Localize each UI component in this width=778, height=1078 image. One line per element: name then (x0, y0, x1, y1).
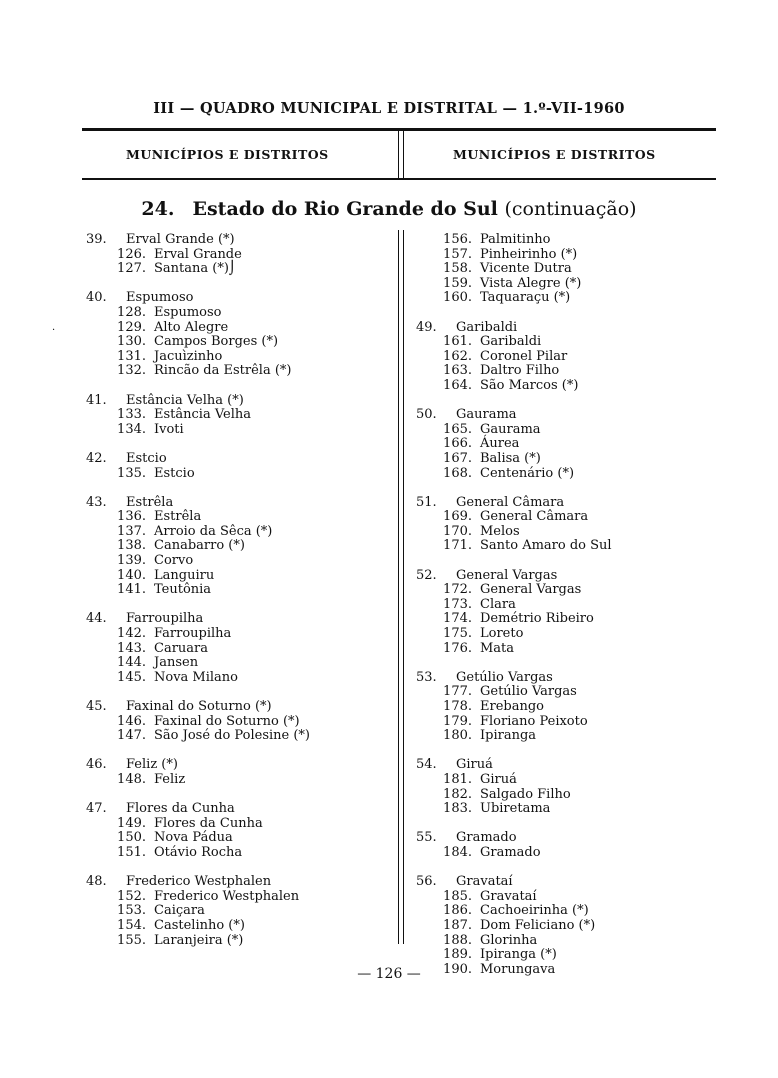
district-row (416, 510, 716, 525)
right-column (416, 233, 716, 977)
municipality-number: 44. (86, 611, 107, 627)
district-name: Cachoeirinha (*) (480, 903, 589, 919)
district-number: 173. (443, 596, 472, 612)
district-name: Vicente Dutra (480, 261, 572, 277)
district-row (86, 467, 396, 482)
district-number: 153. (117, 903, 146, 919)
district-number: 163. (443, 363, 472, 379)
district-name: Giruá (480, 771, 517, 787)
district-number: 144. (117, 655, 146, 671)
district-name: Castelinho (*) (154, 917, 245, 933)
municipality-row (416, 321, 716, 336)
spacer (86, 277, 396, 292)
district-name: Farroupilha (154, 626, 232, 642)
section-continuation: (continuação) (504, 198, 637, 220)
district-row (86, 423, 396, 438)
district-row (416, 467, 716, 482)
district-number: 179. (443, 713, 472, 729)
spacer (416, 554, 716, 569)
district-name: Getúlio Vargas (480, 684, 577, 700)
district-name: São Marcos (*) (480, 377, 579, 393)
district-number: 148. (117, 771, 146, 787)
district-row (86, 350, 396, 365)
spacer (416, 656, 716, 671)
municipality-row (416, 408, 716, 423)
district-number: 178. (443, 699, 472, 714)
municipality-row (86, 394, 396, 409)
margin-mark: · (52, 325, 56, 336)
district-number: 149. (117, 815, 146, 831)
district-row (416, 539, 716, 554)
district-name: Vista Alegre (*) (480, 275, 582, 291)
municipality-name: Giruá (456, 757, 493, 773)
district-row (86, 919, 396, 934)
district-name: Daltro Filho (480, 363, 560, 379)
district-number: 128. (117, 304, 146, 320)
municipality-number: 39. (86, 232, 107, 247)
municipality-number: 45. (86, 699, 107, 714)
spacer (416, 306, 716, 321)
municipality-name: General Câmara (456, 494, 565, 510)
district-row (86, 335, 396, 350)
district-name: Frederico Westphalen (154, 888, 300, 904)
municipality-name: Espumoso (126, 290, 194, 306)
spacer (86, 437, 396, 452)
section-state: Estado do Rio Grande do Sul (192, 198, 498, 220)
municipality-number: 46. (86, 757, 107, 773)
district-name: Feliz (154, 771, 186, 787)
municipality-row (86, 233, 396, 248)
district-name: Rincão da Estrêla (*) (154, 363, 292, 379)
section-number: 24. (141, 198, 175, 220)
district-name: Floriano Peixoto (480, 713, 588, 729)
district-name: Garibaldi (480, 334, 542, 350)
municipality-row (416, 496, 716, 511)
spacer (416, 861, 716, 876)
district-row (86, 627, 396, 642)
district-row (416, 291, 716, 306)
municipality-row (86, 496, 396, 511)
district-number: 160. (443, 290, 472, 306)
district-row (86, 773, 396, 788)
spacer (86, 598, 396, 613)
district-number: 189. (443, 947, 472, 963)
district-name: Erval Grande (154, 246, 242, 262)
spacer (86, 788, 396, 803)
district-number: 138. (117, 538, 146, 554)
district-number: 133. (117, 407, 146, 423)
municipality-row (416, 758, 716, 773)
district-row (416, 452, 716, 467)
district-number: 135. (117, 465, 146, 481)
district-row (416, 612, 716, 627)
district-number: 134. (117, 421, 146, 437)
district-row (416, 700, 716, 715)
district-row (416, 248, 716, 263)
district-name: Ivoti (154, 421, 184, 437)
district-row (416, 773, 716, 788)
district-name: Demétrio Ribeiro (480, 611, 594, 627)
district-row (86, 890, 396, 905)
district-name: General Vargas (480, 582, 582, 598)
district-name: Nova Milano (154, 669, 239, 685)
district-row (416, 335, 716, 350)
district-name: Gravataí (480, 888, 537, 904)
district-number: 152. (117, 888, 146, 904)
district-row (86, 569, 396, 584)
district-number: 151. (117, 844, 146, 860)
district-row (416, 437, 716, 452)
spacer (416, 481, 716, 496)
district-row (86, 306, 396, 321)
district-row (416, 685, 716, 700)
column-divider (398, 230, 404, 944)
district-name: Ipiranga (480, 728, 537, 744)
district-number: 164. (443, 377, 472, 393)
municipality-row (416, 831, 716, 846)
district-row (416, 934, 716, 949)
district-row (86, 408, 396, 423)
district-number: 147. (117, 728, 146, 744)
spacer (416, 817, 716, 832)
district-row (416, 642, 716, 657)
district-number: 181. (443, 771, 472, 787)
district-name: Centenário (*) (480, 465, 575, 481)
district-number: 176. (443, 640, 472, 656)
municipality-name: Getúlio Vargas (456, 669, 553, 685)
district-row (86, 846, 396, 861)
district-number: 175. (443, 626, 472, 642)
municipality-row (86, 291, 396, 306)
district-row (416, 627, 716, 642)
district-name: Caruara (154, 640, 208, 656)
district-name: Laranjeira (*) (154, 932, 244, 948)
district-name: Loreto (480, 626, 524, 642)
district-number: 129. (117, 319, 146, 335)
district-name: Languiru (154, 567, 215, 583)
district-row (416, 350, 716, 365)
municipality-name: Frederico Westphalen (126, 874, 272, 890)
district-row (86, 831, 396, 846)
district-row (416, 583, 716, 598)
municipality-name: Erval Grande (*) (126, 232, 235, 247)
district-number: 171. (443, 538, 472, 554)
spacer (86, 481, 396, 496)
district-number: 184. (443, 844, 472, 860)
district-row (416, 262, 716, 277)
district-row (416, 598, 716, 613)
district-name: Corvo (154, 553, 194, 569)
municipality-number: 54. (416, 757, 437, 773)
municipality-row (416, 875, 716, 890)
municipality-row (86, 452, 396, 467)
district-row (86, 583, 396, 598)
municipality-number: 48. (86, 874, 107, 890)
district-number: 145. (117, 669, 146, 685)
district-row (416, 525, 716, 540)
district-number: 130. (117, 334, 146, 350)
district-row (86, 510, 396, 525)
district-number: 182. (443, 786, 472, 802)
district-row (416, 846, 716, 861)
district-name: Santana (*)⌡ (154, 261, 236, 277)
district-number: 174. (443, 611, 472, 627)
column-header-left: MUNICÍPIOS E DISTRITOS (126, 147, 329, 162)
district-row (416, 715, 716, 730)
municipality-name: Gramado (456, 830, 517, 846)
district-number: 161. (443, 334, 472, 350)
district-number: 131. (117, 348, 146, 364)
district-name: Balisa (*) (480, 450, 541, 466)
district-number: 165. (443, 421, 472, 437)
municipality-number: 41. (86, 392, 107, 408)
column-header-rule (82, 178, 716, 180)
municipality-name: Garibaldi (456, 319, 518, 335)
district-name: Flores da Cunha (154, 815, 263, 831)
district-number: 141. (117, 582, 146, 598)
municipality-name: General Vargas (456, 567, 558, 583)
district-row (86, 554, 396, 569)
spacer (416, 744, 716, 759)
spacer (86, 744, 396, 759)
district-number: 156. (443, 232, 472, 247)
district-number: 155. (117, 932, 146, 948)
district-name: Melos (480, 523, 520, 539)
district-name: Estrêla (154, 509, 202, 525)
district-name: Mata (480, 640, 515, 656)
district-name: Dom Feliciano (*) (480, 917, 596, 933)
municipality-number: 51. (416, 494, 437, 510)
district-row (86, 248, 396, 263)
left-column (86, 233, 396, 948)
district-row (86, 539, 396, 554)
district-number: 154. (117, 917, 146, 933)
district-name: Jansen (154, 655, 199, 671)
section-title (0, 198, 778, 220)
district-name: Erebango (480, 699, 544, 714)
district-row (416, 277, 716, 292)
municipality-name: Feliz (*) (126, 757, 178, 773)
district-number: 126. (117, 246, 146, 262)
district-name: Santo Amaro do Sul (480, 538, 612, 554)
district-number: 150. (117, 830, 146, 846)
municipality-name: Flores da Cunha (126, 801, 235, 817)
district-row (416, 904, 716, 919)
district-name: Ubiretama (480, 801, 551, 817)
municipality-row (86, 758, 396, 773)
municipality-row (86, 802, 396, 817)
district-name: Clara (480, 596, 516, 612)
column-header-right: MUNICÍPIOS E DISTRITOS (453, 147, 656, 162)
district-row (86, 321, 396, 336)
municipality-number: 50. (416, 407, 437, 423)
district-number: 172. (443, 582, 472, 598)
municipality-number: 53. (416, 669, 437, 685)
municipality-number: 55. (416, 830, 437, 846)
column-divider-head (398, 130, 404, 178)
district-name: Otávio Rocha (154, 844, 243, 860)
district-name: Canabarro (*) (154, 538, 245, 554)
district-row (86, 729, 396, 744)
district-row (416, 364, 716, 379)
municipality-row (86, 700, 396, 715)
district-name: Gaurama (480, 421, 541, 437)
district-row (86, 642, 396, 657)
district-number: 183. (443, 801, 472, 817)
district-number: 146. (117, 713, 146, 729)
municipality-number: 56. (416, 874, 437, 890)
district-row (86, 262, 396, 277)
municipality-name: Gravataí (456, 874, 513, 890)
district-number: 142. (117, 626, 146, 642)
district-number: 170. (443, 523, 472, 539)
municipality-name: Farroupilha (126, 611, 204, 627)
municipality-name: Estância Velha (*) (126, 392, 244, 408)
district-number: 186. (443, 903, 472, 919)
district-name: Palmitinho (480, 232, 551, 247)
district-name: Áurea (480, 436, 520, 452)
page-number: — 126 — (357, 966, 421, 982)
district-name: Campos Borges (*) (154, 334, 279, 350)
district-number: 159. (443, 275, 472, 291)
district-row (86, 656, 396, 671)
municipality-name: Gaurama (456, 407, 517, 423)
district-name: Ipiranga (*) (480, 947, 557, 963)
district-row (416, 788, 716, 803)
district-number: 169. (443, 509, 472, 525)
district-number: 162. (443, 348, 472, 364)
district-name: Salgado Filho (480, 786, 571, 802)
district-name: Nova Pádua (154, 830, 233, 846)
district-name: Caiçara (154, 903, 205, 919)
district-number: 143. (117, 640, 146, 656)
district-row (86, 715, 396, 730)
municipality-number: 52. (416, 567, 437, 583)
spacer (86, 861, 396, 876)
municipality-number: 40. (86, 290, 107, 306)
district-number: 132. (117, 363, 146, 379)
district-name: General Câmara (480, 509, 589, 525)
municipality-number: 49. (416, 319, 437, 335)
district-number: 177. (443, 684, 472, 700)
municipality-row (416, 569, 716, 584)
spacer (416, 394, 716, 409)
district-row (86, 364, 396, 379)
district-row (416, 802, 716, 817)
district-number: 140. (117, 567, 146, 583)
district-name: Arroio da Sêca (*) (154, 523, 273, 539)
district-row (416, 729, 716, 744)
district-number: 158. (443, 261, 472, 277)
district-number: 187. (443, 917, 472, 933)
district-number: 190. (443, 961, 472, 977)
municipality-name: Estrêla (126, 494, 174, 510)
municipality-row (416, 671, 716, 686)
district-name: Alto Alegre (154, 319, 229, 335)
district-number: 139. (117, 553, 146, 569)
district-number: 137. (117, 523, 146, 539)
municipality-number: 42. (86, 450, 107, 466)
municipality-number: 47. (86, 801, 107, 817)
municipality-number: 43. (86, 494, 107, 510)
district-number: 188. (443, 932, 472, 948)
district-number: 166. (443, 436, 472, 452)
district-name: Glorinha (480, 932, 538, 948)
district-name: Taquaraçu (*) (480, 290, 571, 306)
district-name: Jacuìzinho (154, 348, 223, 364)
district-row (416, 948, 716, 963)
district-number: 127. (117, 261, 146, 277)
district-name: São José do Polesine (*) (154, 728, 310, 744)
district-row (86, 904, 396, 919)
district-row (86, 525, 396, 540)
district-name: Estância Velha (154, 407, 251, 423)
spacer (86, 685, 396, 700)
district-row (416, 379, 716, 394)
district-number: 185. (443, 888, 472, 904)
municipality-name: Faxinal do Soturno (*) (126, 699, 272, 714)
district-name: Pinheirinho (*) (480, 246, 578, 262)
district-row (416, 423, 716, 438)
district-number: 136. (117, 509, 146, 525)
district-number: 168. (443, 465, 472, 481)
district-row (86, 817, 396, 832)
district-number: 167. (443, 450, 472, 466)
spacer (86, 379, 396, 394)
district-name: Morungava (480, 961, 556, 977)
district-name: Estcio (154, 465, 195, 481)
district-row (86, 934, 396, 949)
district-name: Gramado (480, 844, 541, 860)
district-name: Coronel Pilar (480, 348, 568, 364)
municipality-row (86, 612, 396, 627)
district-number: 157. (443, 246, 472, 262)
district-row (416, 919, 716, 934)
municipality-row (86, 875, 396, 890)
page-header: III — QUADRO MUNICIPAL E DISTRITAL — 1.º-VII-1960 (153, 100, 625, 117)
district-name: Faxinal do Soturno (*) (154, 713, 300, 729)
district-row (86, 671, 396, 686)
municipality-name: Estcio (126, 450, 167, 466)
district-name: Espumoso (154, 304, 222, 320)
district-row (416, 233, 716, 248)
district-row (416, 890, 716, 905)
district-name: Teutônia (154, 582, 212, 598)
district-number: 180. (443, 728, 472, 744)
